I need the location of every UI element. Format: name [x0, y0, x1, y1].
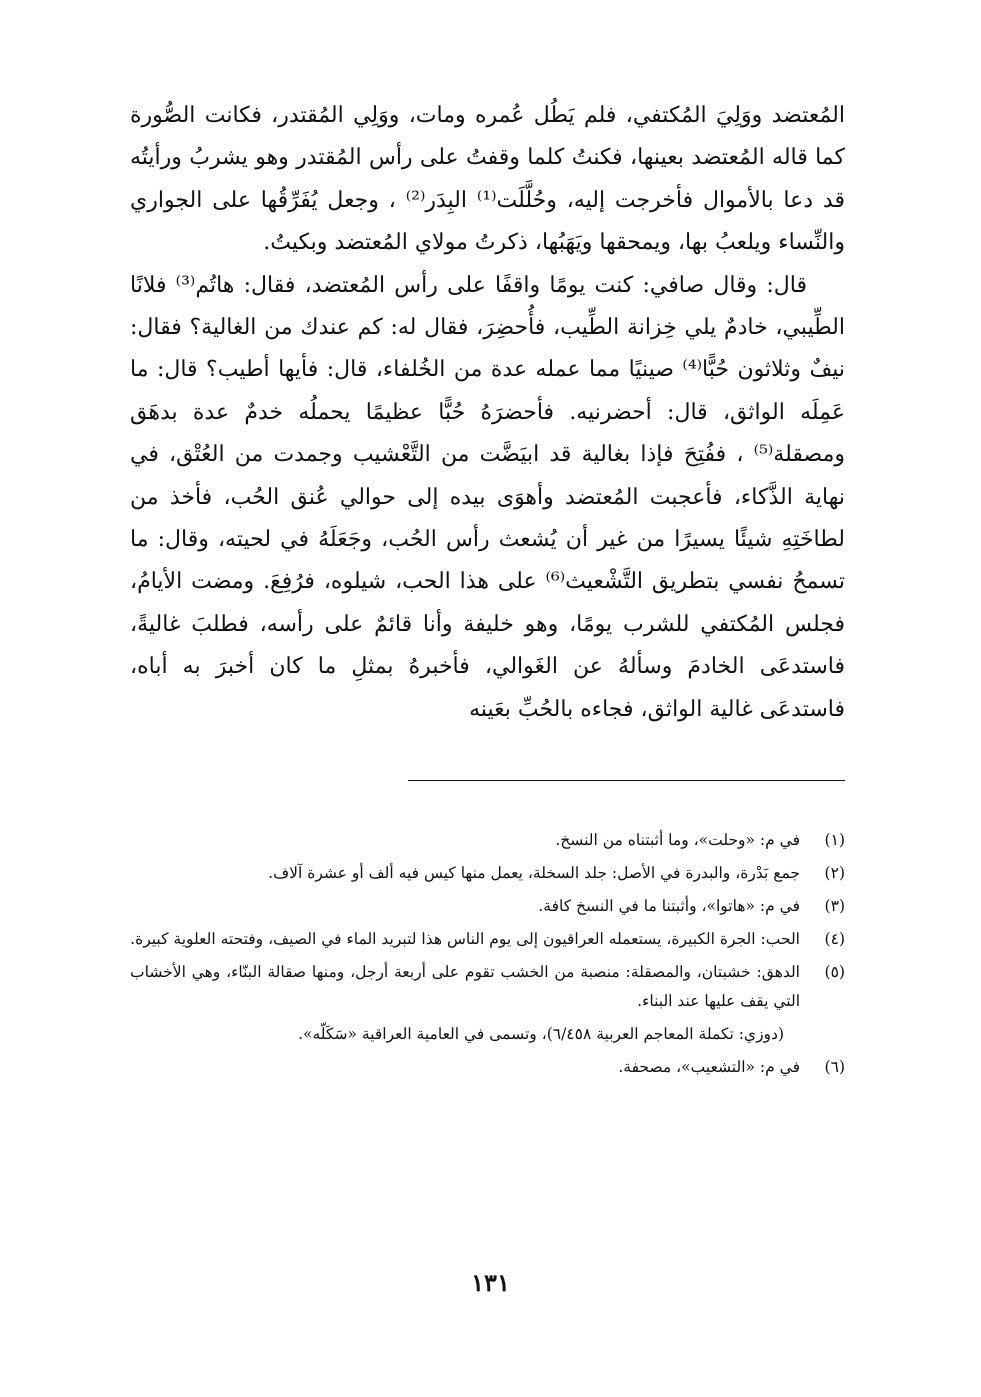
paragraph-2: قال: وقال صافي: كنت يومًا واقفًا على رأس المُعتضد، فقال: هاتُم⁽³⁾ فلانًا الطِّيبي، خادمٌ يلي خِزانة الطِّيب، فأُحضِرَ، فقال له: كم عندك من الغالية؟ فقال: نيفٌ وثلاثون حُبًّا⁽⁴⁾ صينيًا مما عمله عدة من الخُلفاء، قال: فأيها أطيب؟ قال: ما عَمِلَه الواثق، قال: أحضرنيه. فأحضرَهُ حُبًّا عظيمًا يحملُه خدمٌ عدة بدهَق ومصقلة⁽⁵⁾ ، ففُتِحَ فإذا بغالية قد ابيَضَّت من التَّعْشيب وجمدت من العُتْق، في نهاية الذَّكاء، فأعجبت المُعتضد وأهوَى بيده إلى حوالي عُنق الحُب، فأخذ من لطاخَتِهِ شيئًا يسيرًا من غير أن يُشعث رأس الحُب، وجَعَلَهُ في لحيته، وقال: ما تسمحُ نفسي بتطريق التَّشْعيث⁽⁶⁾ على هذا الحب، شيلوه، فرُفِعَ. ومضت الأيامُ، فجلس المُكتفي للشرب يومًا، وهو خليفة وأنا قائمٌ على رأسه، فطلبَ غاليةً، فاستدعَى الخادمَ وسألهُ عن الغَوالي، فأخبرهُ بمثلِ ما كان أخبرَ به أباه، فاستدعَى غالية الواثق، فجاءه بالحُبِّ بعَينه	[130, 272, 846, 722]
footnote-6	[130, 1053, 845, 1082]
footnote-5	[130, 958, 845, 1016]
footnote-number: (٦)	[824, 1058, 845, 1076]
footnote-5-continuation: (دوزي: تكملة المعاجم العربية ٦/٤٥٨)، وتسمى في العامية العراقية «سَكَلّه».	[298, 1025, 784, 1043]
footnote-text: في م: «هاتوا»، وأثبتنا ما في النسخ كافة.	[538, 897, 800, 915]
footnote-separator	[408, 780, 845, 781]
paragraph-1: المُعتضد ووَلِيَ المُكتفي، فلم يَطُل عُمره ومات، ووَلِي المُقتدر، فكانت الصُّورة كما قاله المُعتضد بعينها، فكنتُ كلما وقفتُ على رأس المُقتدر وهو يشربُ ورأيتُه قد دعا بالأموال فأخرجت إليه، وحُلَّلَت⁽¹⁾ البِدَر⁽²⁾ ، وجعل يُفَرِّقُها على الجواري والنِّساء ويلعبُ بها، ويمحقها ويَهَبُها، ذكرتُ مولاي المُعتضد وبكيتُ.	[130, 103, 845, 256]
footnote-3	[130, 892, 845, 921]
footnote-text: في م: «التشعيب»، مصحفة.	[618, 1058, 800, 1076]
footnote-number: (٣)	[824, 897, 845, 915]
footnote-2	[130, 859, 845, 888]
page-number: ١٣١	[471, 1268, 510, 1297]
footnotes	[130, 826, 845, 1086]
footnote-1	[130, 826, 845, 855]
main-text	[130, 95, 845, 731]
footnote-number: (١)	[824, 831, 845, 849]
footnote-text: الدهق: خشبتان، والمصقلة: منصبة من الخشب تقوم على أربعة أرجل، ومنها صقالة البنّاء، وهي الأخشاب التي يقف عليها عند البناء.	[130, 963, 800, 1010]
body-text	[130, 95, 845, 731]
footnote-4	[130, 925, 845, 954]
footnote-text: في م: «وحلت»، وما أثبتناه من النسخ.	[555, 831, 800, 849]
footnote-number: (٢)	[824, 864, 845, 882]
footnote-text: الحب: الجرة الكبيرة، يستعمله العراقيون إلى يوم الناس هذا لتبريد الماء في الصيف، وفتحته العلوية كبيرة.	[130, 930, 800, 948]
footnote-number: (٤)	[824, 930, 845, 948]
footnote-text: جمع بَدْرة، والبدرة في الأصل: جلد السخلة، يعمل منها كيس فيه ألف أو عشرة آلاف.	[268, 864, 800, 882]
footnote-number: (٥)	[824, 963, 845, 981]
